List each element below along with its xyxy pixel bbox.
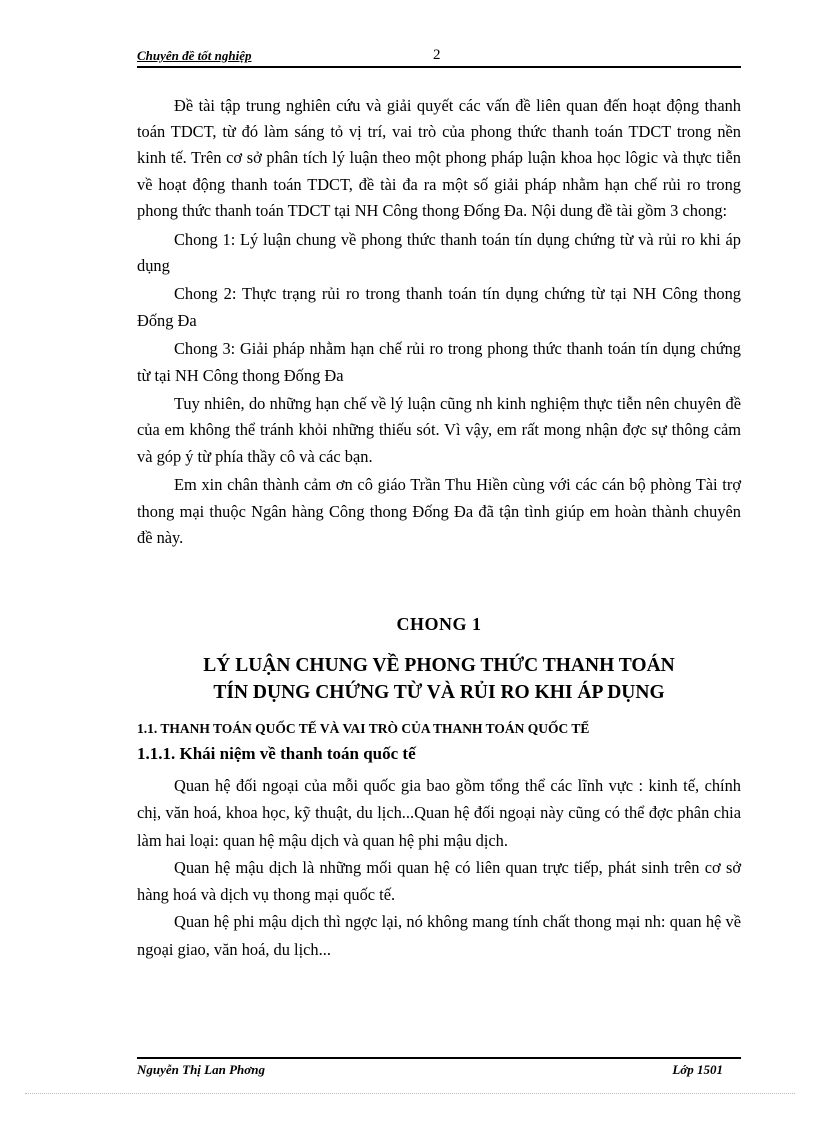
paragraph: Quan hệ phi mậu dịch thì ngợc lại, nó không mang tính chất thong mại nh: quan hệ về ngoại giao, văn hoá, du lịch... — [137, 912, 741, 959]
page-number: 2 — [433, 47, 441, 63]
intro-section — [137, 93, 741, 553]
section-body — [137, 772, 741, 963]
page-edge-divider — [25, 1093, 795, 1094]
paragraph: Chong 1: Lý luận chung về phong thức thanh toán tín dụng chứng từ và rủi ro khi áp dụng — [137, 229, 741, 275]
page-header — [137, 48, 741, 68]
page-footer — [137, 1057, 741, 1077]
section-heading-1-1: 1.1. THANH TOÁN QUỐC TẾ VÀ VAI TRÒ CỦA THANH TOÁN QUỐC TẾ — [137, 721, 590, 736]
section-heading-1-1-1: 1.1.1. Khái niệm về thanh toán quốc tế — [137, 744, 416, 763]
paragraph: Chong 2: Thực trạng rủi ro trong thanh toán tín dụng chứng từ tại NH Công thong Đống Đa — [137, 284, 741, 330]
paragraph: Quan hệ đối ngoại của mỗi quốc gia bao gồm tổng thể các lĩnh vực : kinh tế, chính chị, văn hoá, khoa học, kỹ thuật, du lịch...Quan hệ đối ngoại này cũng có thể đợc phân chia làm hai loại: quan hệ mậu dịch và quan hệ phi mậu dịch. — [137, 776, 741, 850]
chapter-title — [137, 652, 741, 706]
chapter-title-line-2: TÍN DỤNG CHỨNG TỪ VÀ RỦI RO KHI ÁP DỤNG — [213, 682, 665, 703]
chapter-number: CHONG 1 — [396, 614, 482, 634]
footer-author: Nguyễn Thị Lan Phơng — [137, 1062, 265, 1077]
footer-class: Lớp 1501 — [672, 1062, 723, 1077]
paragraph: Chong 3: Giải pháp nhằm hạn chế rủi ro trong phong thức thanh toán tín dụng chứng từ tại NH Công thong Đống Đa — [137, 339, 741, 385]
paragraph: Đề tài tập trung nghiên cứu và giải quyết các vấn đề liên quan đến hoạt động thanh toán TDCT, từ đó làm sáng tỏ vị trí, vai trò của phong thức thanh toán TDCT trong nền kinh tế. Trên cơ sở phân tích lý luận theo một phong pháp luận khoa học lôgic và thực tiễn về hoạt động thanh toán TDCT, đề tài đa ra một số giải pháp nhằm hạn chế rủi ro trong phong thức thanh toán TDCT tại NH Công thong Đống Đa. Nội dung đề tài gồm 3 chong: — [137, 96, 741, 220]
paragraph: Em xin chân thành cảm ơn cô giáo Trần Thu Hiền cùng với các cán bộ phòng Tài trợ thong mại thuộc Ngân hàng Công thong Đống Đa đã tận tình giúp em hoàn thành chuyên đề này. — [137, 475, 741, 547]
chapter-title-line-1: LÝ LUẬN CHUNG VỀ PHONG THỨC THANH TOÁN — [203, 655, 675, 676]
paragraph: Quan hệ mậu dịch là những mối quan hệ có liên quan trực tiếp, phát sinh trên cơ sở hàng hoá và dịch vụ thong mại quốc tế. — [137, 857, 741, 905]
header-title: Chuyên đề tốt nghiệp — [137, 48, 252, 63]
paragraph: Tuy nhiên, do những hạn chế về lý luận cũng nh kinh nghiệm thực tiễn nên chuyên đề của em không thể tránh khỏi những thiếu sót. Vì vậy, em rất mong nhận đợc sự thông cảm và góp ý từ phía thầy cô và các bạn. — [137, 394, 741, 466]
